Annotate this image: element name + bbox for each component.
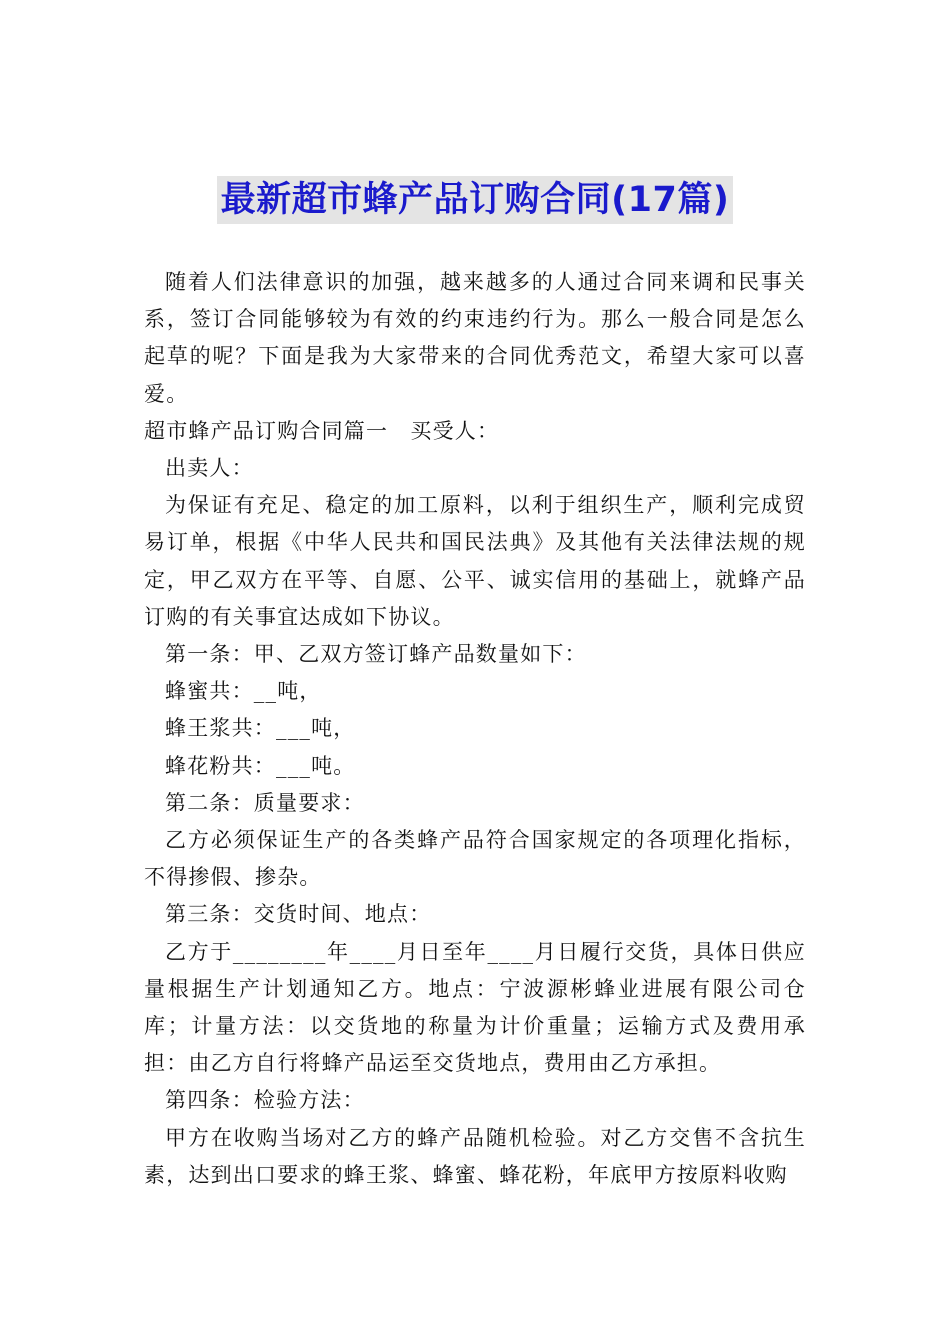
paragraph-honey-quantity: 蜂蜜共：__吨， [165,679,322,704]
paragraph-seller: 出卖人： [165,456,254,481]
paragraph-intro: 随着人们法律意识的加强，越来越多的人通过合同来调和民事关系，签订合同能够较为有效的约束违约行为。那么一般合同是怎么起草的呢？下面是我为大家带来的合同优秀范文，希望大家可以喜爱。 [144,270,806,406]
paragraph-pollen-quantity: 蜂花粉共：___吨。 [165,753,356,778]
paragraph-article-4: 第四条：检验方法： [165,1088,365,1113]
title-wrap [0,176,950,224]
paragraph-article-2: 第二条：质量要求： [165,790,365,815]
paragraph-quality: 乙方必须保证生产的各类蜂产品符合国家规定的各项理化指标，不得掺假、掺杂。 [144,828,806,890]
paragraph-section-heading: 超市蜂产品订购合同篇一 买受人： [144,418,500,443]
document-body [144,264,806,1194]
paragraph-inspection: 甲方在收购当场对乙方的蜂产品随机检验。对乙方交售不含抗生素，达到出口要求的蜂王浆、蜂蜜、蜂花粉，年底甲方按原料收购 [144,1125,806,1187]
document-title: 最新超市蜂产品订购合同(17篇) [217,176,734,224]
paragraph-article-3: 第三条：交货时间、地点： [165,902,432,927]
paragraph-delivery: 乙方于________年____月日至年____月日履行交货，具体日供应量根据生产计划通知乙方。地点：宁波源彬蜂业进展有限公司仓库；计量方法：以交货地的称量为计价重量；运输方式及费用承担：由乙方自行将蜂产品运至交货地点，费用由乙方承担。 [144,939,806,1076]
paragraph-article-1: 第一条：甲、乙双方签订蜂产品数量如下： [165,642,587,667]
paragraph-royal-jelly-quantity: 蜂王浆共：___吨， [165,716,356,741]
paragraph-preamble: 为保证有充足、稳定的加工原料，以利于组织生产，顺利完成贸易订单，根据《中华人民共和国民法典》及其他有关法律法规的规定，甲乙双方在平等、自愿、公平、诚实信用的基础上，就蜂产品订购的有关事宜达成如下协议。 [144,493,806,629]
